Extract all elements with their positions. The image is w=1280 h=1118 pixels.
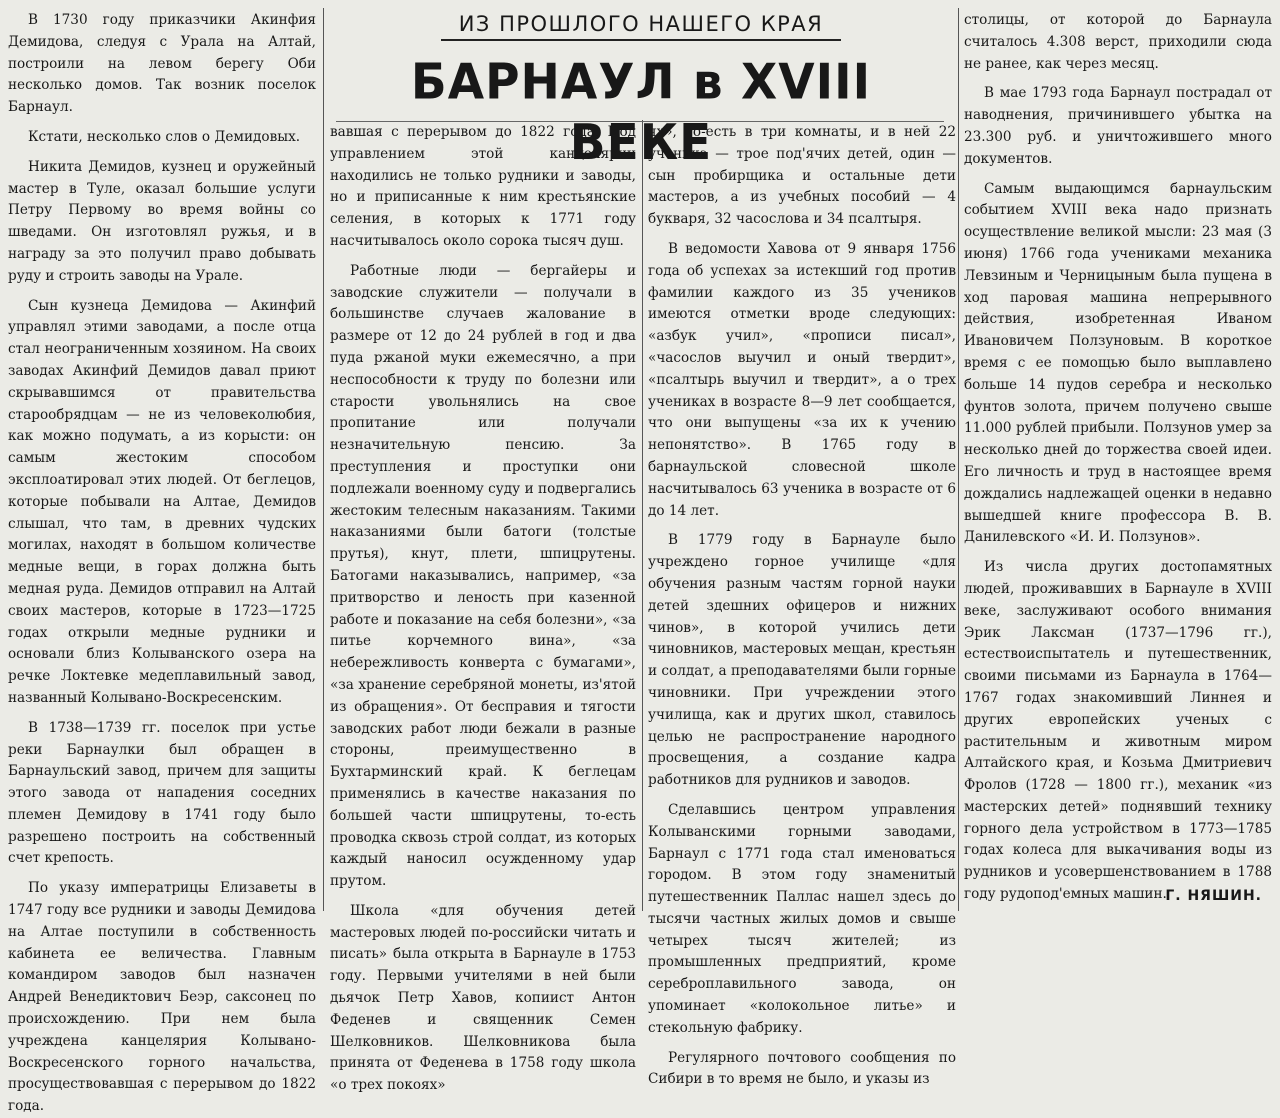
paragraph: По указу императрицы Елизаветы в 1747 году все рудники и заводы Демидова на Алтае поступили в собственность кабинета ее величества. Главным командиром заводов был назначен Андрей Венедиктович Беэр, саксонец по происхождению. При нем была учреждена канцелярия Колывано-Воскресенского горного начальства, просуществовавшая с перерывом до 1822 года. bbox=[8, 880, 316, 1115]
paragraph: Никита Демидов, кузнец и оружейный мастер в Туле, оказал большие услуги Петру Первому во время войны со шведами. Он изготовлял ружья, и в награду за это получил право добывать руду и строить заводы на Урале. bbox=[8, 158, 316, 284]
paragraph: Регулярного почтового сообщения по Сибири в то время не было, и указы из bbox=[648, 1049, 956, 1088]
paragraph: столицы, от которой до Барнаула считалось 4.308 верст, приходили сюда не ранее, как через месяц. bbox=[964, 12, 1272, 72]
paragraph: Работные люди — бергайеры и заводские служители — получали в большинстве случаев жалование в размере от 12 до 24 рублей в год и два пуда ржаной муки ежемесячно, а при неспособности к труду по болезни или старости увольнялись на свое пропитание или получали незначительную пенсию. За преступления и проступки они подлежали военному суду и подвергались жестоким телесным наказаниям. Такими наказаниями были батоги (толстые прутья), кнут, плети, шпицрутены. Батогами наказывались, например, «за притворство и леность при казенной работе и показание на себя болезни», «за питье корчемного вина», «за небережливость конверта с бумагами», «за хранение серебряной монеты, из'ятой из обращения». От бесправия и тягости заводских работ люди бежали в разные стороны, преимущественно в Бухтарминский край. К беглецам применялись в качестве наказания по большей части шпицрутены, то-есть проводка сквозь строй солдат, из которых каждый наносил осужденному удар прутом. bbox=[330, 262, 636, 890]
paragraph: Сын кузнеца Демидова — Акинфий управлял этими заводами, а после отца стал неограниченным хозяином. На своих заводах Акинфий Демидов давал приют скрывавшимся от правительства старообрядцам — не из человеколюбия, как можно подумать, а из корысти: он самым жестоким способом эксплоатировал этих людей. От беглецов, которые побывали на Алтае, Демидов слышал, что там, в древних чудских могилах, находят в большом количестве медные вещи, в горах должна быть медная руда. Демидов отправил на Алтай своих мастеров, которые в 1723—1725 годах открыли медные рудники и основали близ Колыванского озера на речке Локтевке медеплавильный завод, названный Колывано-Воскресенским. bbox=[8, 297, 316, 706]
paragraph: В 1730 году приказчики Акинфия Демидова, следуя с Урала на Алтай, построили на левом берегу Оби несколько домов. Так возник поселок Барнаул. bbox=[8, 12, 316, 116]
paragraph: Кстати, несколько слов о Демидовых. bbox=[28, 128, 301, 145]
paragraph: В мае 1793 года Барнаул пострадал от наводнения, причинившего убытка на 23.300 руб. и уничтожившего много документов. bbox=[964, 85, 1272, 167]
paragraph: Школа «для обучения детей мастеровых людей по-российски читать и писать» была открыта в Барнауле в 1753 году. Первыми учителями в ней были дьячок Петр Хавов, копиист Антон Феденев и священник Семен Шелковников. Шелковникова была принята от Феденева в 1758 году школа «о трех покоях» bbox=[330, 902, 636, 1094]
author-signature: Г. НЯШИН. bbox=[1165, 888, 1262, 904]
column-divider bbox=[323, 8, 324, 911]
paragraph: вавшая с перерывом до 1822 года. Под управлением этой канцелярии находились не только рудники и заводы, но и приписанные к ним крестьянские селения, в которых к 1771 году насчитывалось около сорока тысяч душ. bbox=[330, 124, 636, 249]
article-headline: БАРНАУЛ в XVIII ВЕКЕ bbox=[410, 53, 872, 172]
section-kicker: ИЗ ПРОШЛОГО НАШЕГО КРАЯ bbox=[458, 12, 824, 36]
article-header bbox=[336, 8, 946, 172]
paragraph: В 1738—1739 гг. поселок при устье реки Барнаулки был обращен в Барнаульский завод, причем для защиты этого завода от нападения соседних племен Демидову в 1741 году было разрешено построить на собственный счет крепость. bbox=[8, 719, 316, 867]
paragraph: ях», то-есть в три комнаты, и в ней 22 ученика — трое под'ячих детей, один — сын пробирщика и остальные дети мастеров, а из учебных пособий — 4 букваря, 32 часослова и 34 псалтыря. bbox=[648, 124, 956, 228]
article-column-1 bbox=[8, 10, 316, 1115]
paragraph: В 1779 году в Барнауле было учреждено горное училище «для обучения разным частям горной науки детей здешних офицеров и нижних чинов», в которой учились дети чиновников, мастеровых мещан, крестьян и солдат, а преподавателями были горные чиновники. При учреждении этого училища, как и других школ, ставилось целью не распространение народного просвещения, а создание кадра работников для рудников и заводов. bbox=[648, 532, 956, 789]
column-divider bbox=[958, 8, 959, 911]
article-column-2 bbox=[330, 122, 636, 1094]
article-column-3 bbox=[648, 122, 956, 1088]
paragraph: Из числа других достопамятных людей, проживавших в Барнауле в XVIII веке, заслуживают особого внимания Эрик Лаксман (1737—1796 гг.), естествоиспытатель и путешественник, своими письмами из Барнаула в 1764—1767 годах знакомивший Линнея и других европейских ученых с растительным и животным миром Алтайского края, и Козьма Дмитриевич Фролов (1728 — 1800 гг.), механик «из мастерских детей» поднявший технику горного дела устройством в 1773—1785 годах колеса для выкачивания воды из рудников и усовершенствованием в 1788 году рудопод'емных машин. bbox=[964, 559, 1272, 903]
paragraph: Самым выдающимся барнаульским событием XVIII века надо признать осуществление великой мысли: 23 мая (3 июня) 1766 года учениками механика Левзиным и Черницыным была пущена в ход паровая машина непрерывного действия, изобретенная Иваном Ивановичем Ползуновым. В короткое время с ее помощью было выплавлено больше 14 пудов серебра и несколько фунтов золота, причем получено свыше 11.000 рублей прибыли. Ползунов умер за несколько дней до торжества своей идеи. Его личность и труд в настоящее время дождались надлежащей оценки в недавно вышедшей книге профессора В. В. Данилевского «И. И. Ползунов». bbox=[964, 180, 1272, 546]
paragraph: В ведомости Хавова от 9 января 1756 года об успехах за истекший год против фамилии каждого из 35 учеников имеются отметки вроде следующих: «азбук учил», «прописи писал», «часослов выучил и оный твердит», «псалтырь выучил и твердит», а о трех учениках в возрасте 8—9 лет сообщается, что они выпущены «за их к учению непонятство». В 1765 году в барнаульской словесной школе насчитывалось 63 ученика в возрасте от 6 до 14 лет. bbox=[648, 240, 956, 519]
kicker-rule bbox=[441, 39, 841, 41]
paragraph: Сделавшись центром управления Колыванскими горными заводами, Барнаул с 1771 года стал именоваться городом. В этом году знаменитый путешественник Паллас нашел здесь до тысячи частных жилых домов и свыше четырех тысяч жителей; из промышленных предприятий, кроме сереброплавильного завода, он упоминает «колокольное литье» и стекольную фабрику. bbox=[648, 801, 956, 1036]
column-divider bbox=[642, 120, 643, 911]
